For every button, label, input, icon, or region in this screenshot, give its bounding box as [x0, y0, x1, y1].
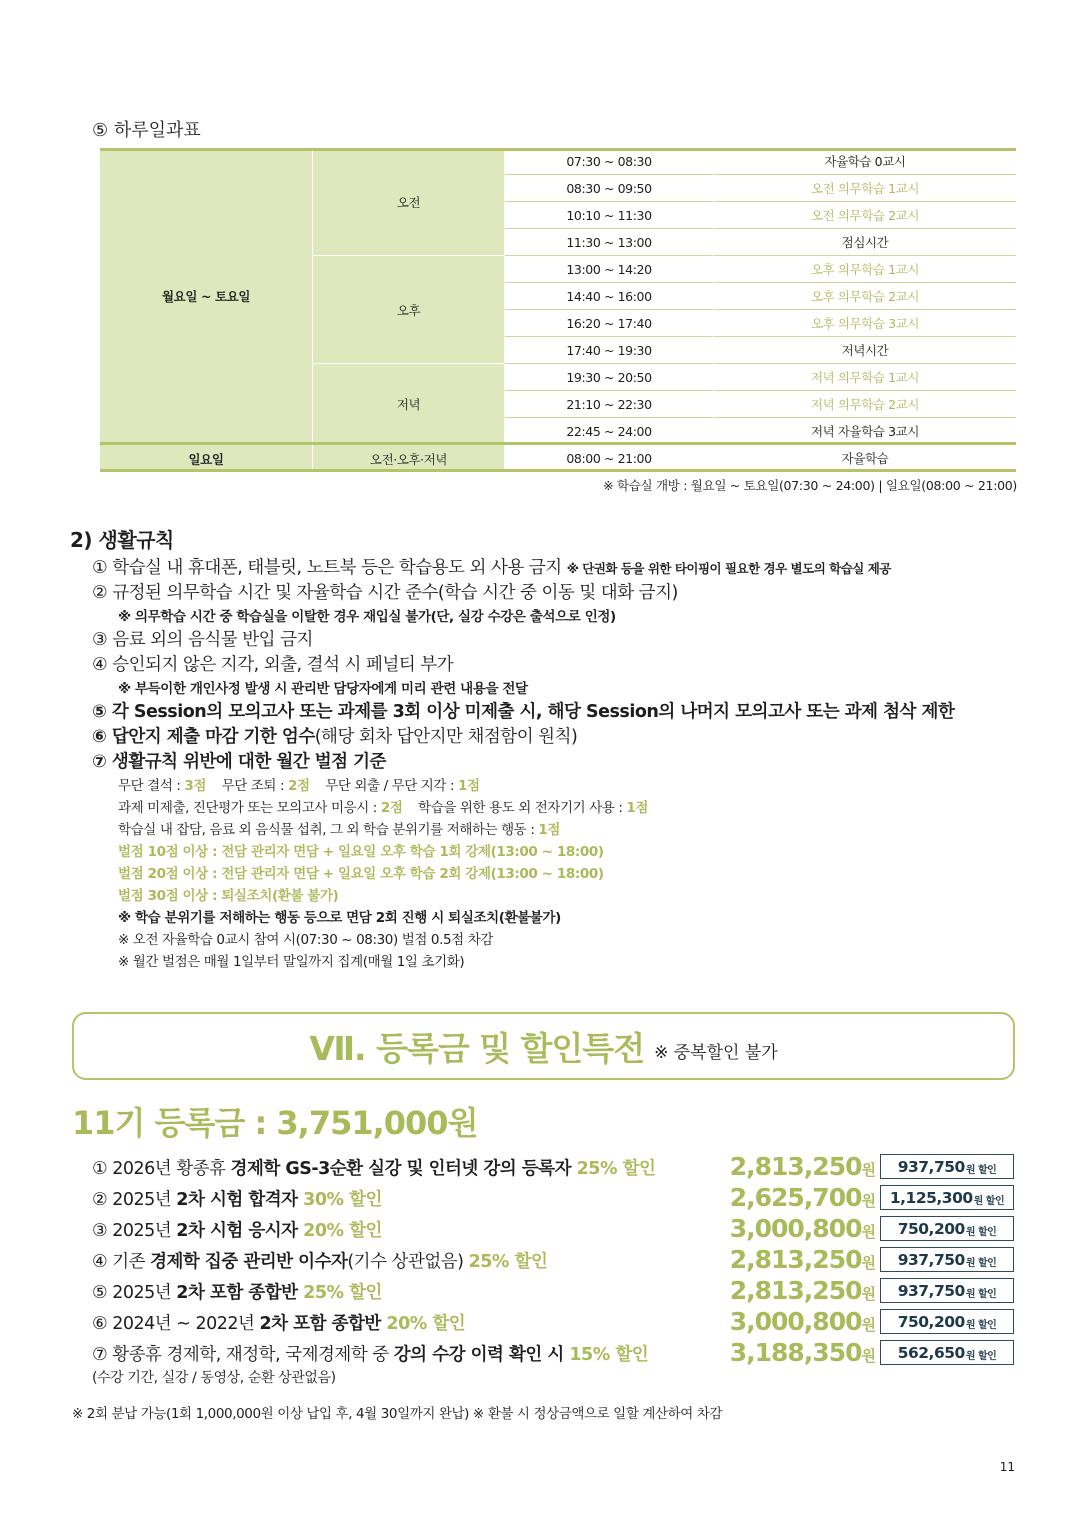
- subject-cell: 오후 의무학습 1교시: [714, 256, 1016, 283]
- fee-title: 11기 등록금 : 3,751,000원: [72, 1104, 478, 1142]
- subject-cell: 자율학습 0교시: [714, 148, 1016, 175]
- schedule-note: ※ 학습실 개방 : 월요일 ~ 토요일(07:30 ~ 24:00) | 일요일(08:00 ~ 21:00): [603, 478, 1017, 493]
- rules-list: [92, 556, 1052, 973]
- discount-row: [92, 1307, 1022, 1338]
- rule-6: ⑥ 답안지 제출 마감 기한 엄수(해당 회차 답안지만 채점함이 원칙): [92, 727, 578, 747]
- discount-row: [92, 1276, 1022, 1307]
- page-number: 11: [999, 1460, 1015, 1474]
- sunday-cell: 일요일: [100, 445, 312, 472]
- discount-label: ① 2026년 황종휴 경제학 GS-3순환 실강 및 인터넷 강의 등록자 25% 할인: [92, 1159, 656, 1179]
- time-cell: 07:30 ~ 08:30: [505, 148, 713, 175]
- subject-cell: 저녁 의무학습 2교시: [714, 391, 1016, 418]
- section-title: Ⅶ. 등록금 및 할인특전: [309, 1028, 645, 1068]
- rule-1: ① 학습실 내 휴대폰, 태블릿, 노트북 등은 학습용도 외 사용 금지 ※ 단권화 등을 위한 타이핑이 필요한 경우 별도의 학습실 제공: [92, 558, 891, 578]
- subject-cell: 자율학습: [714, 445, 1016, 472]
- subject-cell: 저녁 자율학습 3교시: [714, 418, 1016, 445]
- discount-label: ④ 기존 경제학 집중 관리반 이수자(기수 상관없음) 25% 할인: [92, 1252, 548, 1272]
- discount-label: ⑤ 2025년 2차 포함 종합반 25% 할인: [92, 1283, 382, 1303]
- penalty-note-1: ※ 학습 분위기를 저해하는 행동 등으로 면담 2회 진행 시 퇴실조치(환불불가): [118, 910, 561, 926]
- rule-4: ④ 승인되지 않은 지각, 외출, 결석 시 페널티 부가: [92, 655, 454, 675]
- discounted-price: 2,813,250원: [729, 1245, 876, 1274]
- discount-row: [92, 1214, 1022, 1245]
- penalty-note-2: ※ 오전 자율학습 0교시 참여 시(07:30 ~ 08:30) 벌점 0.5점 차감: [118, 932, 493, 948]
- allday-cell: 오전·오후·저녁: [313, 445, 504, 472]
- discount-amount-badge: 750,200 원 할인: [880, 1216, 1014, 1241]
- rule-7: ⑦ 생활규칙 위반에 대한 월간 벌점 기준: [92, 752, 386, 772]
- schedule-title: ⑤ 하루일과표: [92, 120, 201, 141]
- discounted-price: 3,000,800원: [729, 1214, 876, 1243]
- time-cell: 19:30 ~ 20:50: [505, 364, 713, 391]
- subject-cell: 오후 의무학습 3교시: [714, 310, 1016, 337]
- time-cell: 17:40 ~ 19:30: [505, 337, 713, 364]
- time-cell: 08:30 ~ 09:50: [505, 175, 713, 202]
- discounted-price: 2,813,250원: [729, 1276, 876, 1305]
- time-cell: 22:45 ~ 24:00: [505, 418, 713, 445]
- discounted-price: 2,625,700원: [729, 1183, 876, 1212]
- discount-amount-badge: 562,650 원 할인: [880, 1340, 1014, 1365]
- morning-cell: 오전: [313, 148, 504, 255]
- rule-2-note: ※ 의무학습 시간 중 학습실을 이탈한 경우 재입실 불가(단, 실강 수강은 출석으로 인정): [118, 609, 616, 625]
- rule-3: ③ 음료 외의 음식물 반입 금지: [92, 630, 313, 650]
- discount-row: [92, 1152, 1022, 1183]
- section-note: ※ 중복할인 불가: [654, 1042, 778, 1063]
- rule-4-note: ※ 부득이한 개인사정 발생 시 관리반 담당자에게 미리 관련 내용을 전달: [118, 681, 528, 697]
- discount-row: [92, 1338, 1022, 1369]
- rule-5: ⑤ 각 Session의 모의고사 또는 과제를 3회 이상 미제출 시, 해당 Session의 나머지 모의고사 또는 과제 첨삭 제한: [92, 702, 955, 722]
- evening-cell: 저녁: [313, 364, 504, 444]
- discount-label: ⑥ 2024년 ~ 2022년 2차 포함 종합반 20% 할인: [92, 1314, 466, 1334]
- subject-cell: 저녁시간: [714, 337, 1016, 364]
- time-cell: 08:00 ~ 21:00: [505, 445, 713, 472]
- section-header: [72, 1012, 1015, 1080]
- discount-row: [92, 1183, 1022, 1214]
- penalty-line-2: 과제 미제출, 진단평가 또는 모의고사 미응시 : 2점 학습을 위한 용도 외 전자기기 사용 : 1점: [118, 800, 649, 816]
- discount-label: ③ 2025년 2차 시험 응시자 20% 할인: [92, 1221, 382, 1241]
- penalty-10: 벌점 10점 이상 : 전담 관리자 면담 + 일요일 오후 학습 1회 강제(13:00 ~ 18:00): [118, 844, 604, 860]
- weekday-cell: 월요일 ~ 토요일: [100, 148, 312, 444]
- discounted-price: 3,188,350원: [729, 1338, 876, 1367]
- time-cell: 11:30 ~ 13:00: [505, 229, 713, 256]
- penalty-line-1: 무단 결석 : 3점 무단 조퇴 : 2점 무단 외출 / 무단 지각 : 1점: [118, 778, 480, 794]
- table-top-border: [100, 148, 1016, 151]
- penalty-note-3: ※ 월간 벌점은 매월 1일부터 말일까지 집계(매월 1일 초기화): [118, 954, 465, 970]
- discount-label: ② 2025년 2차 시험 합격자 30% 할인: [92, 1190, 382, 1210]
- table-mid-border: [100, 442, 1016, 445]
- time-cell: 14:40 ~ 16:00: [505, 283, 713, 310]
- penalty-30: 벌점 30점 이상 : 퇴실조치(환불 불가): [118, 888, 339, 904]
- discount-amount-badge: 937,750 원 할인: [880, 1154, 1014, 1179]
- subject-cell: 저녁 의무학습 1교시: [714, 364, 1016, 391]
- schedule-table: [100, 148, 1016, 472]
- table-bottom-border: [100, 469, 1016, 472]
- rule-2: ② 규정된 의무학습 시간 및 자율학습 시간 준수(학습 시간 중 이동 및 대화 금지): [92, 583, 678, 603]
- time-cell: 13:00 ~ 14:20: [505, 256, 713, 283]
- discount-7-subnote: (수강 기간, 실강 / 동영상, 순환 상관없음): [92, 1370, 336, 1386]
- rules-title: 2) 생활규칙: [70, 528, 174, 552]
- discount-amount-badge: 1,125,300 원 할인: [880, 1185, 1014, 1210]
- subject-cell: 오후 의무학습 2교시: [714, 283, 1016, 310]
- afternoon-cell: 오후: [313, 256, 504, 363]
- subject-cell: 오전 의무학습 2교시: [714, 202, 1016, 229]
- time-cell: 21:10 ~ 22:30: [505, 391, 713, 418]
- discount-amount-badge: 937,750 원 할인: [880, 1247, 1014, 1272]
- penalty-line-3: 학습실 내 잡담, 음료 외 음식물 섭취, 그 외 학습 분위기를 저해하는 행동 : 1점: [118, 822, 560, 838]
- penalty-20: 벌점 20점 이상 : 전담 관리자 면담 + 일요일 오후 학습 2회 강제(13:00 ~ 18:00): [118, 866, 604, 882]
- subject-cell: 오전 의무학습 1교시: [714, 175, 1016, 202]
- time-cell: 16:20 ~ 17:40: [505, 310, 713, 337]
- footnote: ※ 2회 분납 가능(1회 1,000,000원 이상 납입 후, 4월 30일까지 완납) ※ 환불 시 정상금액으로 일할 계산하여 차감: [72, 1406, 723, 1422]
- discounted-price: 2,813,250원: [729, 1152, 876, 1181]
- discount-row: [92, 1245, 1022, 1276]
- discount-amount-badge: 750,200 원 할인: [880, 1309, 1014, 1334]
- discounted-price: 3,000,800원: [729, 1307, 876, 1336]
- discount-label: ⑦ 황종휴 경제학, 재정학, 국제경제학 중 강의 수강 이력 확인 시 15% 할인: [92, 1345, 649, 1365]
- subject-cell: 점심시간: [714, 229, 1016, 256]
- discount-list: [92, 1152, 1022, 1387]
- time-cell: 10:10 ~ 11:30: [505, 202, 713, 229]
- discount-amount-badge: 937,750 원 할인: [880, 1278, 1014, 1303]
